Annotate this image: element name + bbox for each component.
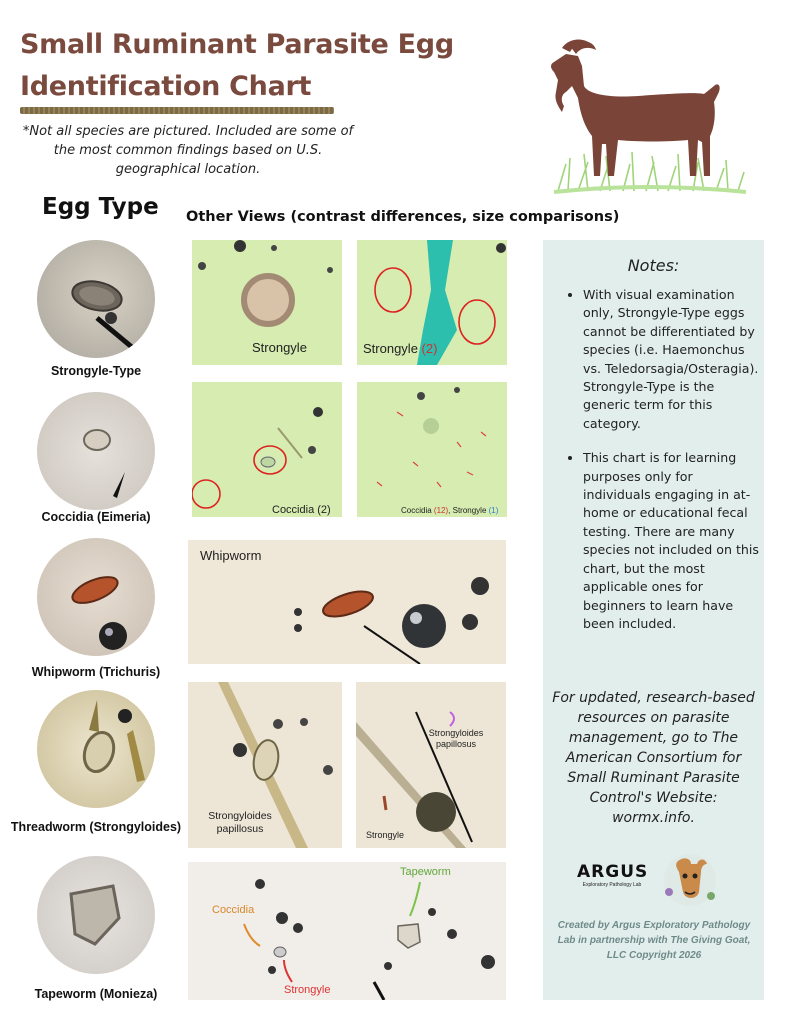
giving-goat-logo-icon: [663, 852, 717, 908]
label-tapeworm: Tapeworm: [400, 866, 451, 878]
note-item: • With visual examination only, Strongyle-Type eggs cannot be differentiated by species (i.e. Haemonchus vs. Teledorsagia/Osteragia). Strongyle-Type is the generic term for this category.: [583, 286, 759, 433]
egg-label-coccidia: Coccidia (Eimeria): [41, 510, 151, 524]
title-line-1: Small Ruminant Parasite Egg: [20, 29, 454, 60]
egg-label-tapeworm: Tapeworm (Monieza): [34, 987, 158, 1001]
photo-strongyloides-a: [188, 682, 342, 848]
tapeworm-egg-image: [37, 856, 155, 974]
label-strongyle-small: Strongyle: [366, 830, 405, 840]
label-strongyle-2: Strongyle (2): [363, 341, 438, 356]
argus-logo-text: ARGUS: [577, 862, 649, 882]
label-coccidia-orange: Coccidia: [212, 904, 255, 916]
photo-whipworm: [188, 540, 506, 664]
label-strongyloides-b: Strongyloides papillosus: [428, 728, 484, 749]
goat-icon: [551, 40, 720, 177]
label-strongyloides-a: Strongyloides papillosus: [208, 810, 272, 835]
egg-label-whipworm: Whipworm (Trichuris): [31, 665, 161, 679]
credit-text: Created by Argus Exploratory Pathology Lab in partnership with The Giving Goat, LLC Copyright 2026: [557, 920, 751, 961]
page-title: [20, 24, 454, 108]
photo-coccidia-strongyle-mix: [357, 382, 507, 517]
title-line-2: Identification Chart: [20, 71, 312, 102]
label-coccidia-2: Coccidia (2): [272, 504, 331, 516]
note-item: • This chart is for learning purposes only for individuals engaging in at-home or educational fecal testing. There are many species not included on this chart, but the most applicable ones for beginners to learn have been included.: [583, 449, 759, 633]
disclaimer-text: *Not all species are pictured. Included are some of the most common findings based on U.S. geographical location.: [22, 124, 354, 177]
whipworm-egg-image: [37, 538, 155, 656]
notes-title: Notes:: [627, 256, 680, 275]
photo-strongyle-2: [357, 240, 507, 365]
egg-label-strongyle: Strongyle-Type: [50, 364, 142, 378]
photo-coccidia: [192, 382, 342, 517]
photo-strongyle: [192, 240, 342, 365]
egg-label-threadworm: Threadworm (Strongyloides): [10, 820, 182, 834]
strongyle-egg-image: [37, 240, 155, 358]
label-strongyle-red: Strongyle: [284, 984, 331, 996]
resources-text: For updated, research-based resources on parasite management, go to The American Consortium for Small Ruminant Parasite Control's Website: wormx.info.: [552, 690, 755, 826]
egg-type-heading: Egg Type: [42, 194, 159, 220]
threadworm-egg-image: [37, 690, 155, 808]
notes-panel: [543, 240, 764, 1000]
label-strongyle: Strongyle: [252, 340, 307, 355]
argus-logo-subtitle: Exploratory Pathology Lab: [582, 882, 642, 888]
goat-illustration: [548, 36, 748, 196]
photo-tapeworm: [188, 862, 506, 1000]
other-views-heading: Other Views (contrast differences, size comparisons): [186, 209, 620, 225]
title-divider: [20, 107, 334, 114]
photo-strongyloides-b: [356, 682, 506, 848]
coccidia-egg-image: [37, 392, 155, 510]
notes-list: [557, 286, 759, 649]
label-whipworm: Whipworm: [200, 548, 262, 563]
argus-logo: [577, 862, 647, 888]
grass-icon: [554, 152, 746, 192]
label-coccidia-strongyle-mix: Coccidia (12), Strongyle (1): [401, 506, 499, 515]
